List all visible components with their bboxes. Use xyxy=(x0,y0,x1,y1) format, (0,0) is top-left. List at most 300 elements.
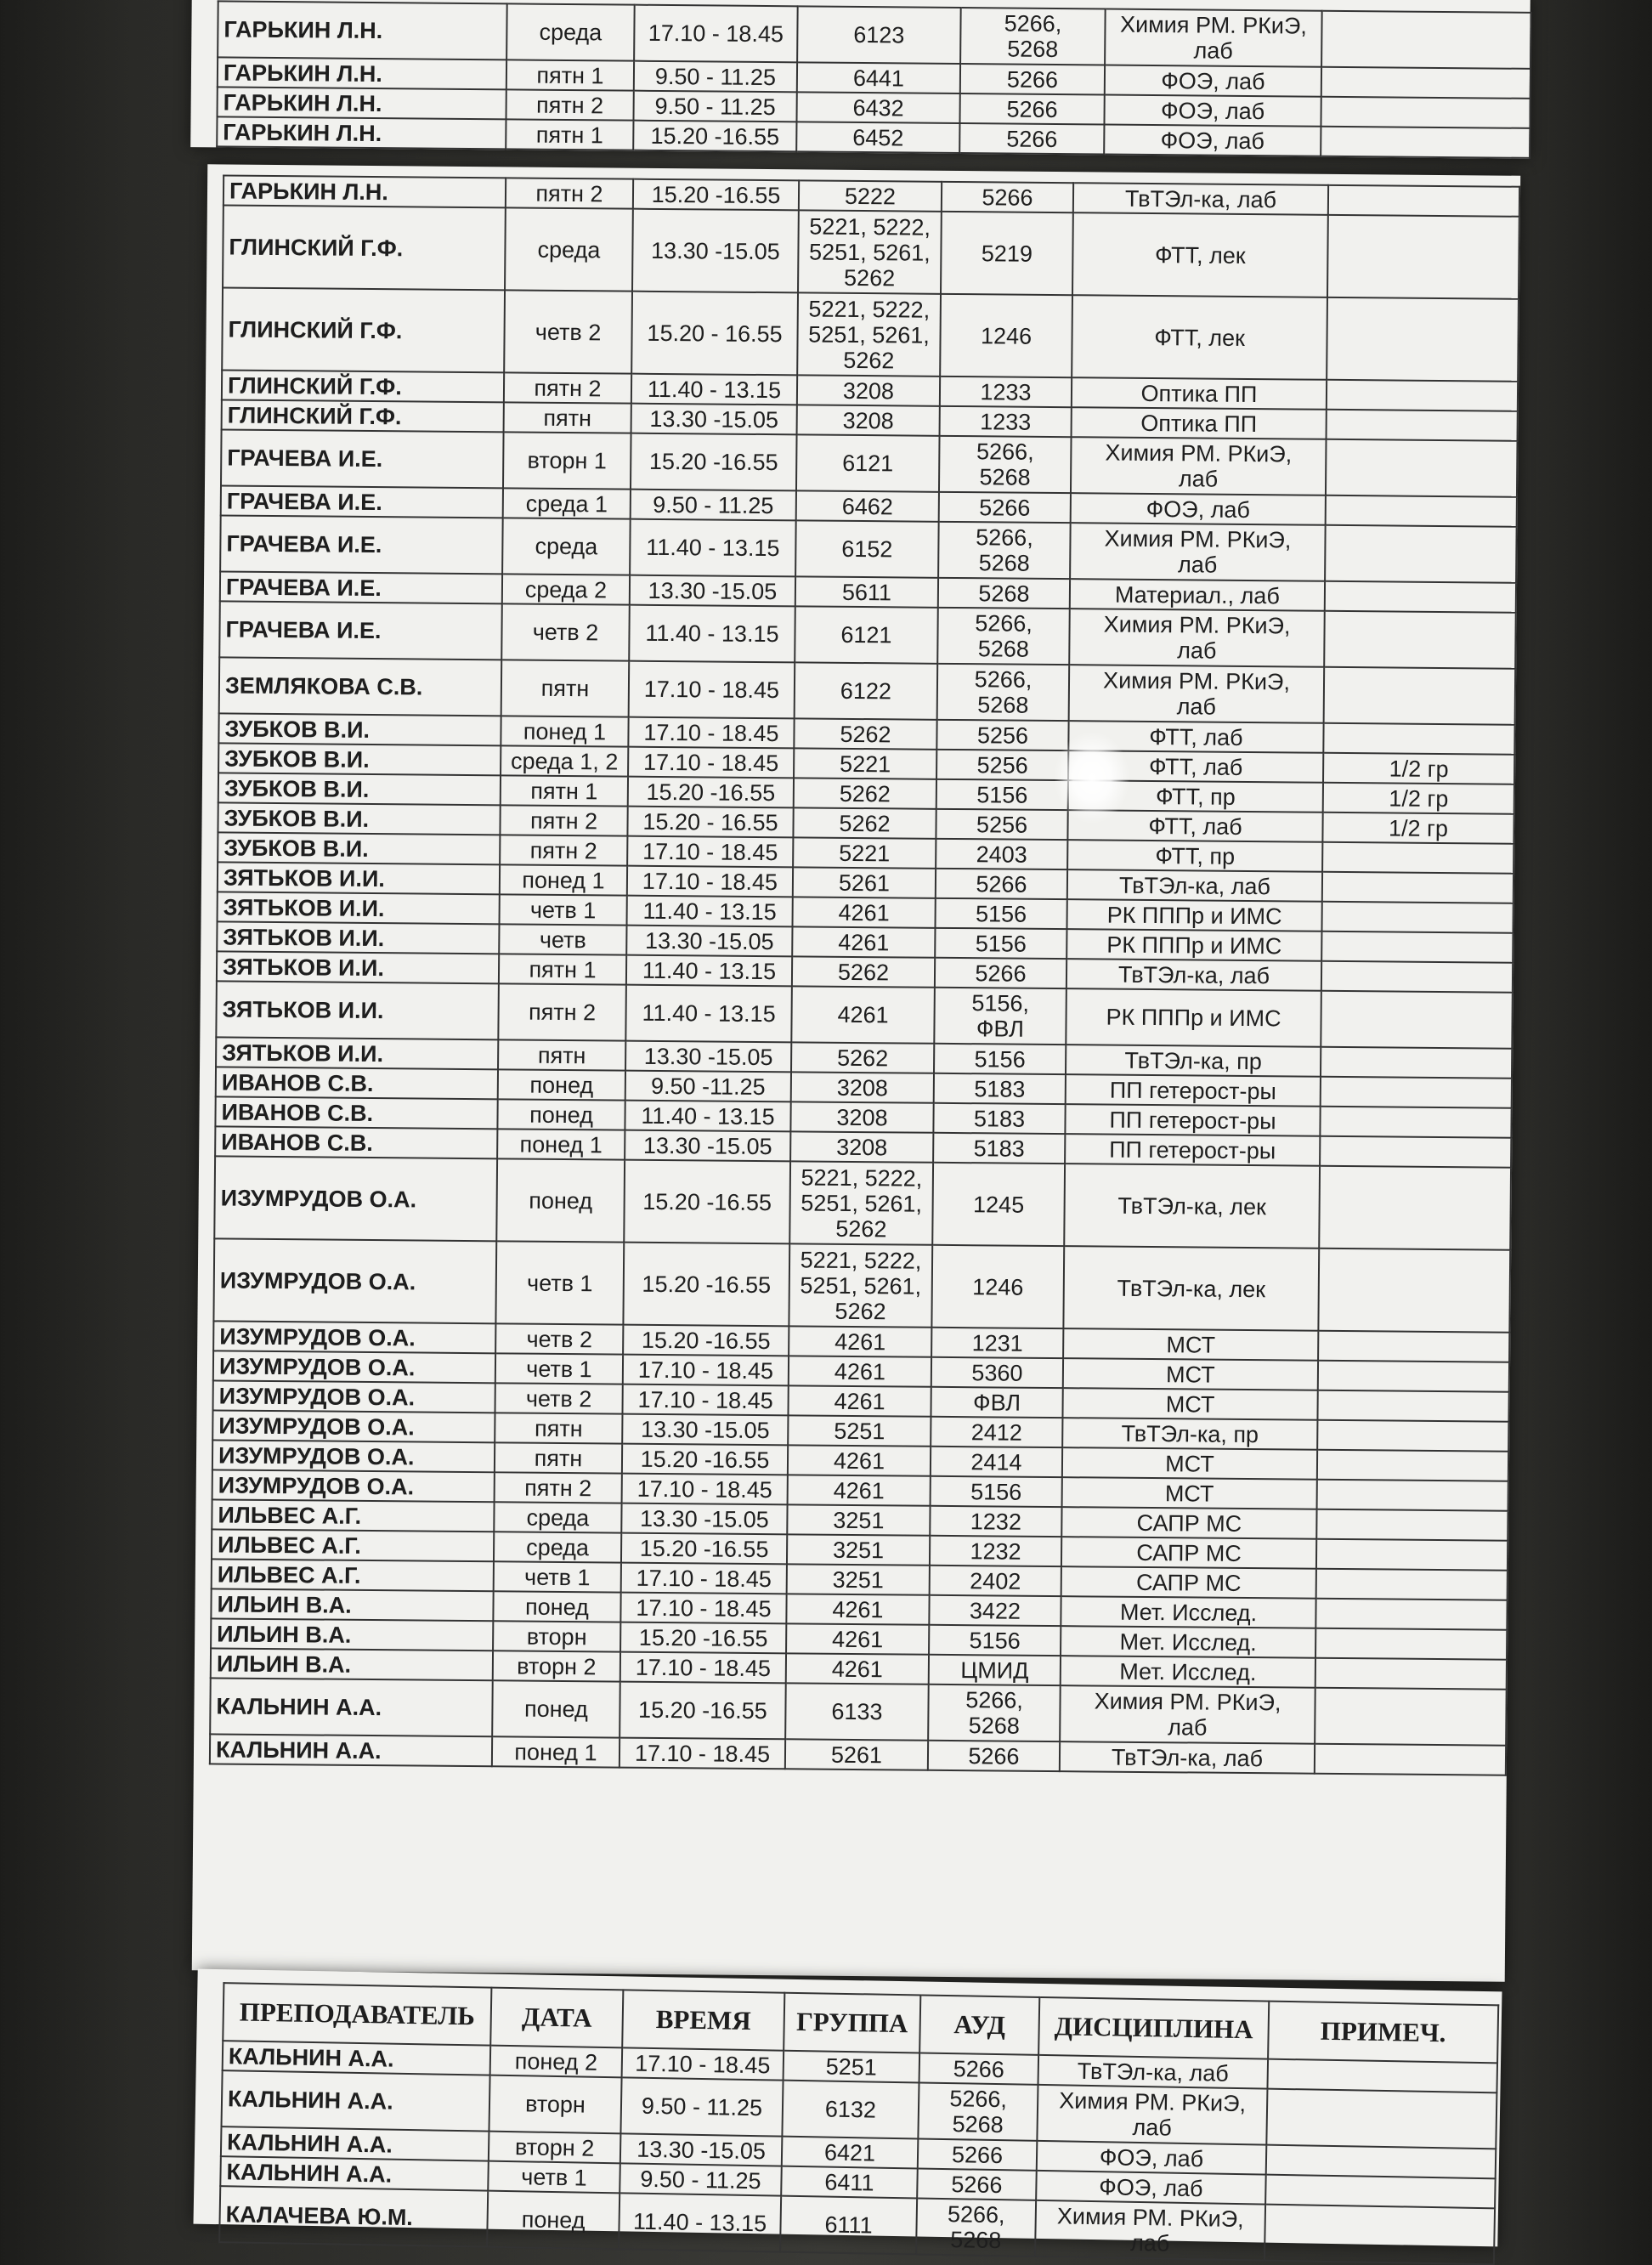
date-cell: четв 2 xyxy=(495,1383,622,1413)
note-cell xyxy=(1315,1658,1507,1690)
discipline-cell: ТвТЭл-ка, пр xyxy=(1066,1045,1321,1077)
group-cell: 6111 xyxy=(780,2196,917,2255)
room-cell: 5268 xyxy=(938,578,1070,609)
note-cell xyxy=(1321,11,1531,69)
discipline-cell: ФТТ, лаб xyxy=(1068,750,1323,783)
note-cell xyxy=(1264,2205,1495,2265)
note-cell xyxy=(1324,611,1516,669)
room-cell: 2403 xyxy=(936,839,1067,869)
discipline-cell: ФТТ, лаб xyxy=(1067,810,1322,842)
teacher-cell: ГЛИНСКИЙ Г.Ф. xyxy=(223,205,506,290)
schedule-sheet-bottom xyxy=(193,1969,1502,2257)
group-cell: 6123 xyxy=(797,6,961,64)
room-cell: 2414 xyxy=(931,1447,1062,1477)
teacher-cell: ГЛИНСКИЙ Г.Ф. xyxy=(222,370,504,402)
room-cell: 5156 xyxy=(931,1476,1062,1507)
time-cell: 15.20 -16.55 xyxy=(623,1243,789,1327)
header-date: ДАТА xyxy=(490,1988,623,2048)
discipline-cell: МСТ xyxy=(1062,1388,1317,1420)
date-cell: четв 2 xyxy=(501,603,630,660)
date-cell: четв 1 xyxy=(495,1241,624,1324)
group-cell: 3208 xyxy=(790,1101,933,1132)
discipline-cell: ТвТЭл-ка, лаб xyxy=(1073,183,1328,215)
teacher-cell: ГЛИНСКИЙ Г.Ф. xyxy=(222,287,505,372)
date-cell: понед xyxy=(493,1591,620,1622)
note-cell xyxy=(1328,185,1519,217)
teacher-cell: ИВАНОВ С.В. xyxy=(215,1096,497,1129)
date-cell: четв 1 xyxy=(495,1353,623,1384)
note-cell xyxy=(1316,1509,1508,1541)
time-cell: 11.40 - 13.15 xyxy=(625,1101,790,1132)
note-cell xyxy=(1322,872,1513,903)
time-cell: 15.20 -16.55 xyxy=(621,1533,787,1565)
date-cell: четв 1 xyxy=(488,2161,620,2194)
time-cell: 17.10 - 18.45 xyxy=(623,1355,789,1386)
time-cell: 9.50 - 11.25 xyxy=(620,2163,782,2195)
discipline-cell: САПР МС xyxy=(1061,1566,1316,1599)
room-cell: 5156 xyxy=(935,928,1066,959)
group-cell: 5261 xyxy=(785,1739,928,1770)
room-cell: 5256 xyxy=(936,809,1067,840)
room-cell: 2412 xyxy=(931,1417,1062,1447)
room-cell: 5266 xyxy=(959,123,1104,154)
header-time: ВРЕМЯ xyxy=(622,1990,784,2050)
room-cell: 1245 xyxy=(932,1163,1065,1246)
teacher-cell: ИЗУМРУДОВ О.А. xyxy=(214,1156,497,1241)
discipline-cell: ПП гетерост-ры xyxy=(1066,1074,1321,1107)
teacher-cell: ГАРЬКИН Л.Н. xyxy=(223,175,506,207)
header-teacher: ПРЕПОДАВАТЕЛЬ xyxy=(223,1983,491,2045)
note-cell xyxy=(1317,1420,1508,1452)
teacher-cell: ЗЯТЬКОВ И.И. xyxy=(217,951,499,983)
date-cell: среда xyxy=(505,207,633,291)
room-cell: 1232 xyxy=(930,1506,1061,1537)
discipline-cell: ФТТ, лек xyxy=(1072,212,1328,297)
date-cell: четв 2 xyxy=(495,1323,623,1354)
note-cell xyxy=(1318,1361,1509,1392)
time-cell: 17.10 - 18.45 xyxy=(620,1652,786,1684)
teacher-cell: ГРАЧЕВА И.Е. xyxy=(219,601,502,660)
teacher-cell: ЗЯТЬКОВ И.И. xyxy=(216,981,499,1039)
teacher-cell: КАЛЬНИН А.А. xyxy=(210,1678,493,1736)
time-cell: 11.40 - 13.15 xyxy=(625,985,792,1043)
date-cell: понед xyxy=(496,1158,625,1242)
discipline-cell: Химия РМ. РКиЭ, лаб xyxy=(1071,437,1327,495)
note-cell: 1/2 гр xyxy=(1323,753,1514,784)
discipline-cell: ПП гетерост-ры xyxy=(1065,1134,1320,1166)
room-cell: 5266 xyxy=(928,1741,1060,1771)
group-cell: 6411 xyxy=(781,2166,918,2199)
date-cell: пятн 2 xyxy=(500,805,627,835)
date-cell: пятн 2 xyxy=(504,372,631,403)
room-cell: 1231 xyxy=(931,1328,1063,1358)
teacher-cell: КАЛЬНИН А.А. xyxy=(210,1734,492,1766)
teacher-cell: ИЛЬИН В.А. xyxy=(211,1648,493,1680)
room-cell: 5266, 5268 xyxy=(937,608,1070,665)
group-cell: 3251 xyxy=(787,1534,930,1565)
discipline-cell: МСТ xyxy=(1062,1447,1317,1480)
room-cell: 5256 xyxy=(936,720,1068,750)
discipline-cell: ТвТЭл-ка, лаб xyxy=(1066,959,1321,991)
date-cell: понед xyxy=(492,1680,620,1737)
date-cell: понед 1 xyxy=(492,1736,620,1767)
date-cell: пятн 2 xyxy=(498,983,626,1040)
time-cell: 13.30 -15.05 xyxy=(632,209,799,293)
note-cell xyxy=(1266,2145,1496,2179)
room-cell: 5266, 5268 xyxy=(938,522,1071,579)
discipline-cell: ТвТЭл-ка, лаб xyxy=(1038,2055,1269,2089)
teacher-cell: ЗУБКОВ В.И. xyxy=(218,802,500,835)
schedule-sheet-main xyxy=(192,164,1520,1981)
date-cell: понед 2 xyxy=(490,2046,623,2078)
group-cell: 6441 xyxy=(797,62,960,93)
date-cell: пятн 1 xyxy=(506,119,633,150)
date-cell: пятн 2 xyxy=(506,178,633,208)
teacher-cell: ИЛЬВЕС А.Г. xyxy=(212,1499,494,1532)
teacher-cell: ГАРЬКИН Л.Н. xyxy=(218,87,506,119)
note-cell xyxy=(1317,1450,1508,1481)
teacher-cell: ГАРЬКИН Л.Н. xyxy=(218,1,507,59)
room-cell: 5266, 5268 xyxy=(937,664,1070,721)
time-cell: 13.30 -15.05 xyxy=(625,1041,791,1073)
group-cell: 6421 xyxy=(782,2137,919,2169)
note-cell xyxy=(1321,931,1513,963)
time-cell: 9.50 - 11.25 xyxy=(633,91,796,122)
group-cell: 4261 xyxy=(788,1475,931,1505)
teacher-cell: ГЛИНСКИЙ Г.Ф. xyxy=(222,399,504,432)
time-cell: 11.40 - 13.15 xyxy=(630,519,796,577)
group-cell: 5251 xyxy=(788,1415,931,1446)
teacher-cell: КАЛАЧЕВА Ю.М. xyxy=(219,2186,488,2246)
time-cell: 17.10 - 18.45 xyxy=(620,1593,786,1624)
discipline-cell: МСТ xyxy=(1063,1328,1318,1361)
group-cell: 4261 xyxy=(786,1594,929,1624)
time-cell: 11.40 - 13.15 xyxy=(626,955,792,987)
time-cell: 11.40 - 13.15 xyxy=(619,2193,781,2251)
note-cell xyxy=(1323,723,1514,755)
teacher-cell: ЗЯТЬКОВ И.И. xyxy=(218,892,500,924)
teacher-cell: ЗЕМЛЯКОВА С.В. xyxy=(219,657,502,716)
discipline-cell: ФОЭ, лаб xyxy=(1105,65,1321,97)
group-cell: 5221, 5222, 5251, 5261, 5262 xyxy=(798,210,942,293)
note-cell xyxy=(1315,1628,1507,1660)
date-cell: понед xyxy=(497,1099,625,1130)
note-cell xyxy=(1316,1539,1508,1571)
table-row xyxy=(223,205,1519,298)
note-cell: 1/2 гр xyxy=(1322,813,1513,844)
discipline-cell: Химия РМ. РКиЭ, лаб xyxy=(1069,665,1325,723)
teacher-cell: ИЗУМРУДОВ О.А. xyxy=(212,1469,495,1502)
group-cell: 4261 xyxy=(786,1653,929,1684)
group-cell: 5611 xyxy=(795,576,938,607)
note-cell xyxy=(1321,67,1530,99)
discipline-cell: ТвТЭл-ка, пр xyxy=(1062,1418,1317,1450)
date-cell: четв 2 xyxy=(504,290,632,373)
date-cell: понед 1 xyxy=(497,1129,625,1159)
note-cell xyxy=(1327,380,1518,411)
date-cell: четв xyxy=(499,924,626,954)
teacher-cell: ИЗУМРУДОВ О.А. xyxy=(213,1238,496,1323)
teacher-cell: ЗЯТЬКОВ И.И. xyxy=(216,1037,498,1069)
group-cell: 4261 xyxy=(789,1326,931,1356)
date-cell: пятн 2 xyxy=(500,835,627,865)
teacher-cell: ИЛЬИН В.А. xyxy=(211,1618,493,1651)
time-cell: 11.40 - 13.15 xyxy=(627,896,793,927)
note-cell xyxy=(1321,961,1513,993)
note-cell xyxy=(1326,439,1518,497)
time-cell: 15.20 -16.55 xyxy=(633,121,796,152)
group-cell: 5261 xyxy=(793,867,936,898)
discipline-cell: ФТТ, пр xyxy=(1067,840,1322,872)
group-cell: 3208 xyxy=(790,1131,933,1162)
room-cell: 5266, 5268 xyxy=(960,8,1106,65)
teacher-cell: ИЗУМРУДОВ О.А. xyxy=(212,1410,495,1442)
date-cell: четв 1 xyxy=(500,894,627,925)
time-cell: 13.30 -15.05 xyxy=(622,1414,788,1446)
date-cell: пятн 1 xyxy=(506,59,634,90)
time-cell: 17.10 - 18.45 xyxy=(634,5,798,63)
note-cell xyxy=(1327,215,1519,299)
time-cell: 15.20 -16.55 xyxy=(620,1682,786,1740)
time-cell: 13.30 -15.05 xyxy=(631,404,797,435)
time-cell: 13.30 -15.05 xyxy=(626,926,792,957)
date-cell: понед xyxy=(498,1069,625,1100)
schedule-table-top xyxy=(216,0,1531,158)
group-cell: 3208 xyxy=(791,1072,934,1102)
teacher-cell: ИЛЬВЕС А.Г. xyxy=(212,1559,494,1591)
group-cell: 6152 xyxy=(795,520,939,577)
table-row xyxy=(214,1156,1511,1249)
group-cell: 5251 xyxy=(784,2051,920,2083)
time-cell: 9.50 - 11.25 xyxy=(631,490,796,521)
date-cell: вторн 2 xyxy=(493,1651,620,1681)
note-cell xyxy=(1321,127,1530,158)
discipline-cell: Оптика ПП xyxy=(1072,407,1327,439)
date-cell: четв 1 xyxy=(494,1561,621,1592)
group-cell: 5262 xyxy=(794,778,936,808)
note-cell xyxy=(1321,1047,1512,1079)
note-cell xyxy=(1321,1077,1512,1108)
discipline-cell: ТвТЭл-ка, лаб xyxy=(1067,869,1322,902)
date-cell: среда xyxy=(502,518,631,575)
teacher-cell: ИЗУМРУДОВ О.А. xyxy=(213,1380,495,1413)
discipline-cell: РК ПППр и ИМС xyxy=(1066,988,1321,1047)
group-cell: 5222 xyxy=(799,180,942,211)
time-cell: 17.10 - 18.45 xyxy=(622,2047,784,2080)
teacher-cell: ЗУБКОВ В.И. xyxy=(218,713,501,745)
date-cell: вторн xyxy=(493,1621,620,1651)
teacher-cell: ГАРЬКИН Л.Н. xyxy=(217,116,506,149)
room-cell: 3422 xyxy=(929,1595,1061,1626)
discipline-cell: Оптика ПП xyxy=(1072,377,1327,410)
group-cell: 6452 xyxy=(796,122,959,153)
room-cell: 5266 xyxy=(942,182,1073,212)
time-cell: 17.10 - 18.45 xyxy=(628,717,794,749)
teacher-cell: ЗУБКОВ В.И. xyxy=(218,743,501,775)
date-cell: пятн 1 xyxy=(499,954,626,984)
teacher-cell: ИЛЬИН В.А. xyxy=(211,1588,493,1621)
schedule-table-bottom xyxy=(218,1982,1499,2265)
room-cell: 2402 xyxy=(930,1566,1061,1596)
group-cell: 4261 xyxy=(788,1445,931,1475)
group-cell: 5221, 5222, 5251, 5261, 5262 xyxy=(797,292,941,376)
table-row xyxy=(222,287,1519,381)
date-cell: среда 1 xyxy=(503,488,631,518)
time-cell: 11.40 - 13.15 xyxy=(631,374,797,405)
date-cell: среда 1, 2 xyxy=(501,745,628,776)
time-cell: 15.20 -16.55 xyxy=(623,1325,789,1356)
group-cell: 6132 xyxy=(782,2081,919,2139)
time-cell: 13.30 -15.05 xyxy=(630,575,795,607)
note-cell xyxy=(1315,1744,1506,1775)
time-cell: 13.30 -15.05 xyxy=(620,2133,783,2166)
schedule-sheet-top xyxy=(190,0,1530,159)
group-cell: 5221, 5222, 5251, 5261, 5262 xyxy=(789,1161,933,1244)
group-cell: 4261 xyxy=(786,1623,929,1654)
note-cell xyxy=(1322,842,1513,874)
note-cell xyxy=(1317,1390,1508,1422)
time-cell: 17.10 - 18.45 xyxy=(622,1474,788,1505)
group-cell: 5262 xyxy=(794,718,936,749)
note-cell xyxy=(1321,902,1513,933)
group-cell: 5221 xyxy=(793,837,936,868)
discipline-cell: ФТТ, пр xyxy=(1068,780,1323,813)
note-cell xyxy=(1320,1136,1511,1168)
group-cell: 4261 xyxy=(788,1385,931,1416)
time-cell: 17.10 - 18.45 xyxy=(621,1563,787,1594)
room-cell: 5183 xyxy=(933,1133,1065,1164)
time-cell: 15.20 - 16.55 xyxy=(627,807,793,838)
date-cell: пятн xyxy=(495,1413,622,1443)
time-cell: 13.30 -15.05 xyxy=(621,1503,787,1535)
room-cell: 5266 xyxy=(918,2138,1038,2170)
discipline-cell: ФТТ, лаб xyxy=(1068,721,1323,753)
group-cell: 6432 xyxy=(796,92,959,123)
discipline-cell: Химия РМ. РКиЭ, лаб xyxy=(1060,1685,1315,1744)
teacher-cell: ИЗУМРУДОВ О.А. xyxy=(212,1440,495,1472)
note-cell xyxy=(1315,1688,1507,1746)
discipline-cell: РК ПППр и ИМС xyxy=(1066,929,1321,961)
discipline-cell: Мет. Исслед. xyxy=(1061,1656,1315,1688)
header-note: ПРИМЕЧ. xyxy=(1268,2002,1498,2064)
discipline-cell: Химия РМ. РКиЭ, лаб xyxy=(1037,2085,1267,2145)
room-cell: 5360 xyxy=(931,1357,1063,1388)
discipline-cell: ФОЭ, лаб xyxy=(1104,95,1321,127)
note-cell xyxy=(1267,2059,1497,2093)
date-cell: понед 1 xyxy=(500,864,627,895)
date-cell: среда xyxy=(494,1502,621,1532)
room-cell: 5266 xyxy=(960,64,1105,94)
teacher-cell: ИЛЬВЕС А.Г. xyxy=(212,1529,494,1561)
room-cell: 5256 xyxy=(936,750,1068,780)
room-cell: 5266, 5268 xyxy=(939,436,1072,493)
date-cell: понед 1 xyxy=(501,716,628,746)
group-cell: 6122 xyxy=(795,662,938,719)
teacher-cell: КАЛЬНИН А.А. xyxy=(222,2070,490,2131)
note-cell xyxy=(1317,1480,1508,1511)
time-cell: 15.20 -16.55 xyxy=(620,1622,786,1654)
date-cell: среда xyxy=(494,1532,621,1562)
group-cell: 4261 xyxy=(792,897,935,927)
group-cell: 4261 xyxy=(791,986,935,1043)
date-cell: понед xyxy=(487,2191,620,2250)
date-cell: среда xyxy=(506,3,635,60)
time-cell: 9.50 -11.25 xyxy=(625,1071,791,1102)
room-cell: 5156 xyxy=(929,1625,1061,1656)
group-cell: 6133 xyxy=(785,1683,929,1740)
room-cell: 5266 xyxy=(939,492,1071,523)
discipline-cell: РК ПППр и ИМС xyxy=(1066,899,1321,931)
header-discipline: ДИСЦИПЛИНА xyxy=(1038,1997,1269,2059)
schedule-table-main xyxy=(209,174,1520,1775)
time-cell: 17.10 - 18.45 xyxy=(622,1384,788,1416)
room-cell: 5183 xyxy=(933,1103,1065,1134)
group-cell: 4261 xyxy=(792,926,935,957)
time-cell: 9.50 - 11.25 xyxy=(620,2077,783,2136)
group-cell: 5221 xyxy=(794,748,936,779)
discipline-cell: ТвТЭл-ка, лаб xyxy=(1060,1741,1315,1774)
note-cell xyxy=(1316,1569,1508,1600)
note-cell xyxy=(1327,297,1519,382)
time-cell: 11.40 - 13.15 xyxy=(629,605,795,663)
date-cell: пятн xyxy=(498,1039,625,1070)
date-cell: пятн xyxy=(504,402,631,433)
discipline-cell: Химия РМ. РКиЭ, лаб xyxy=(1069,609,1325,667)
teacher-cell: ЗЯТЬКОВ И.И. xyxy=(218,862,500,894)
room-cell: 5156, ФВЛ xyxy=(934,988,1066,1045)
discipline-cell: САПР МС xyxy=(1061,1537,1316,1569)
date-cell: пятн 2 xyxy=(506,89,634,120)
discipline-cell: ФОЭ, лаб xyxy=(1037,2141,1267,2175)
date-cell: пятн 1 xyxy=(501,775,628,806)
note-cell xyxy=(1324,667,1516,725)
room-cell: 1246 xyxy=(940,294,1072,377)
time-cell: 9.50 - 11.25 xyxy=(634,61,797,93)
group-cell: 6121 xyxy=(796,434,940,491)
teacher-cell: ГРАЧЕВА И.Е. xyxy=(221,485,503,518)
discipline-cell: Химия РМ. РКиЭ, лаб xyxy=(1035,2200,1265,2261)
header-room: АУД xyxy=(919,1995,1039,2054)
group-cell: 3251 xyxy=(787,1564,930,1594)
group-cell: 5262 xyxy=(793,807,936,838)
date-cell: пятн xyxy=(501,660,630,716)
room-cell: ЦМИД xyxy=(929,1655,1061,1685)
time-cell: 15.20 -16.55 xyxy=(628,777,794,808)
teacher-cell: ЗУБКОВ В.И. xyxy=(218,832,500,864)
group-cell: 5262 xyxy=(792,956,935,987)
room-cell: 5156 xyxy=(935,898,1066,929)
date-cell: среда 2 xyxy=(502,574,630,604)
group-cell: 6462 xyxy=(796,490,939,521)
group-cell: 5262 xyxy=(791,1042,934,1073)
table-row xyxy=(213,1238,1510,1332)
teacher-cell: ГРАЧЕВА И.Е. xyxy=(220,571,502,603)
discipline-cell: Мет. Исслед. xyxy=(1061,1596,1315,1628)
room-cell: 5266 xyxy=(917,2168,1037,2200)
note-cell xyxy=(1318,1249,1510,1333)
room-cell: 5266, 5268 xyxy=(918,2082,1038,2140)
header-group: ГРУППА xyxy=(784,1993,920,2053)
teacher-cell: ИВАНОВ С.В. xyxy=(215,1126,497,1158)
time-cell: 17.10 - 18.45 xyxy=(628,747,794,779)
note-cell xyxy=(1326,495,1517,527)
time-cell: 17.10 - 18.45 xyxy=(627,866,793,898)
room-cell: 5266 xyxy=(919,2053,1039,2084)
discipline-cell: МСТ xyxy=(1062,1477,1317,1509)
date-cell: пятн 2 xyxy=(495,1472,622,1503)
room-cell: 5156 xyxy=(934,1044,1066,1074)
room-cell: 5266 xyxy=(936,869,1067,899)
